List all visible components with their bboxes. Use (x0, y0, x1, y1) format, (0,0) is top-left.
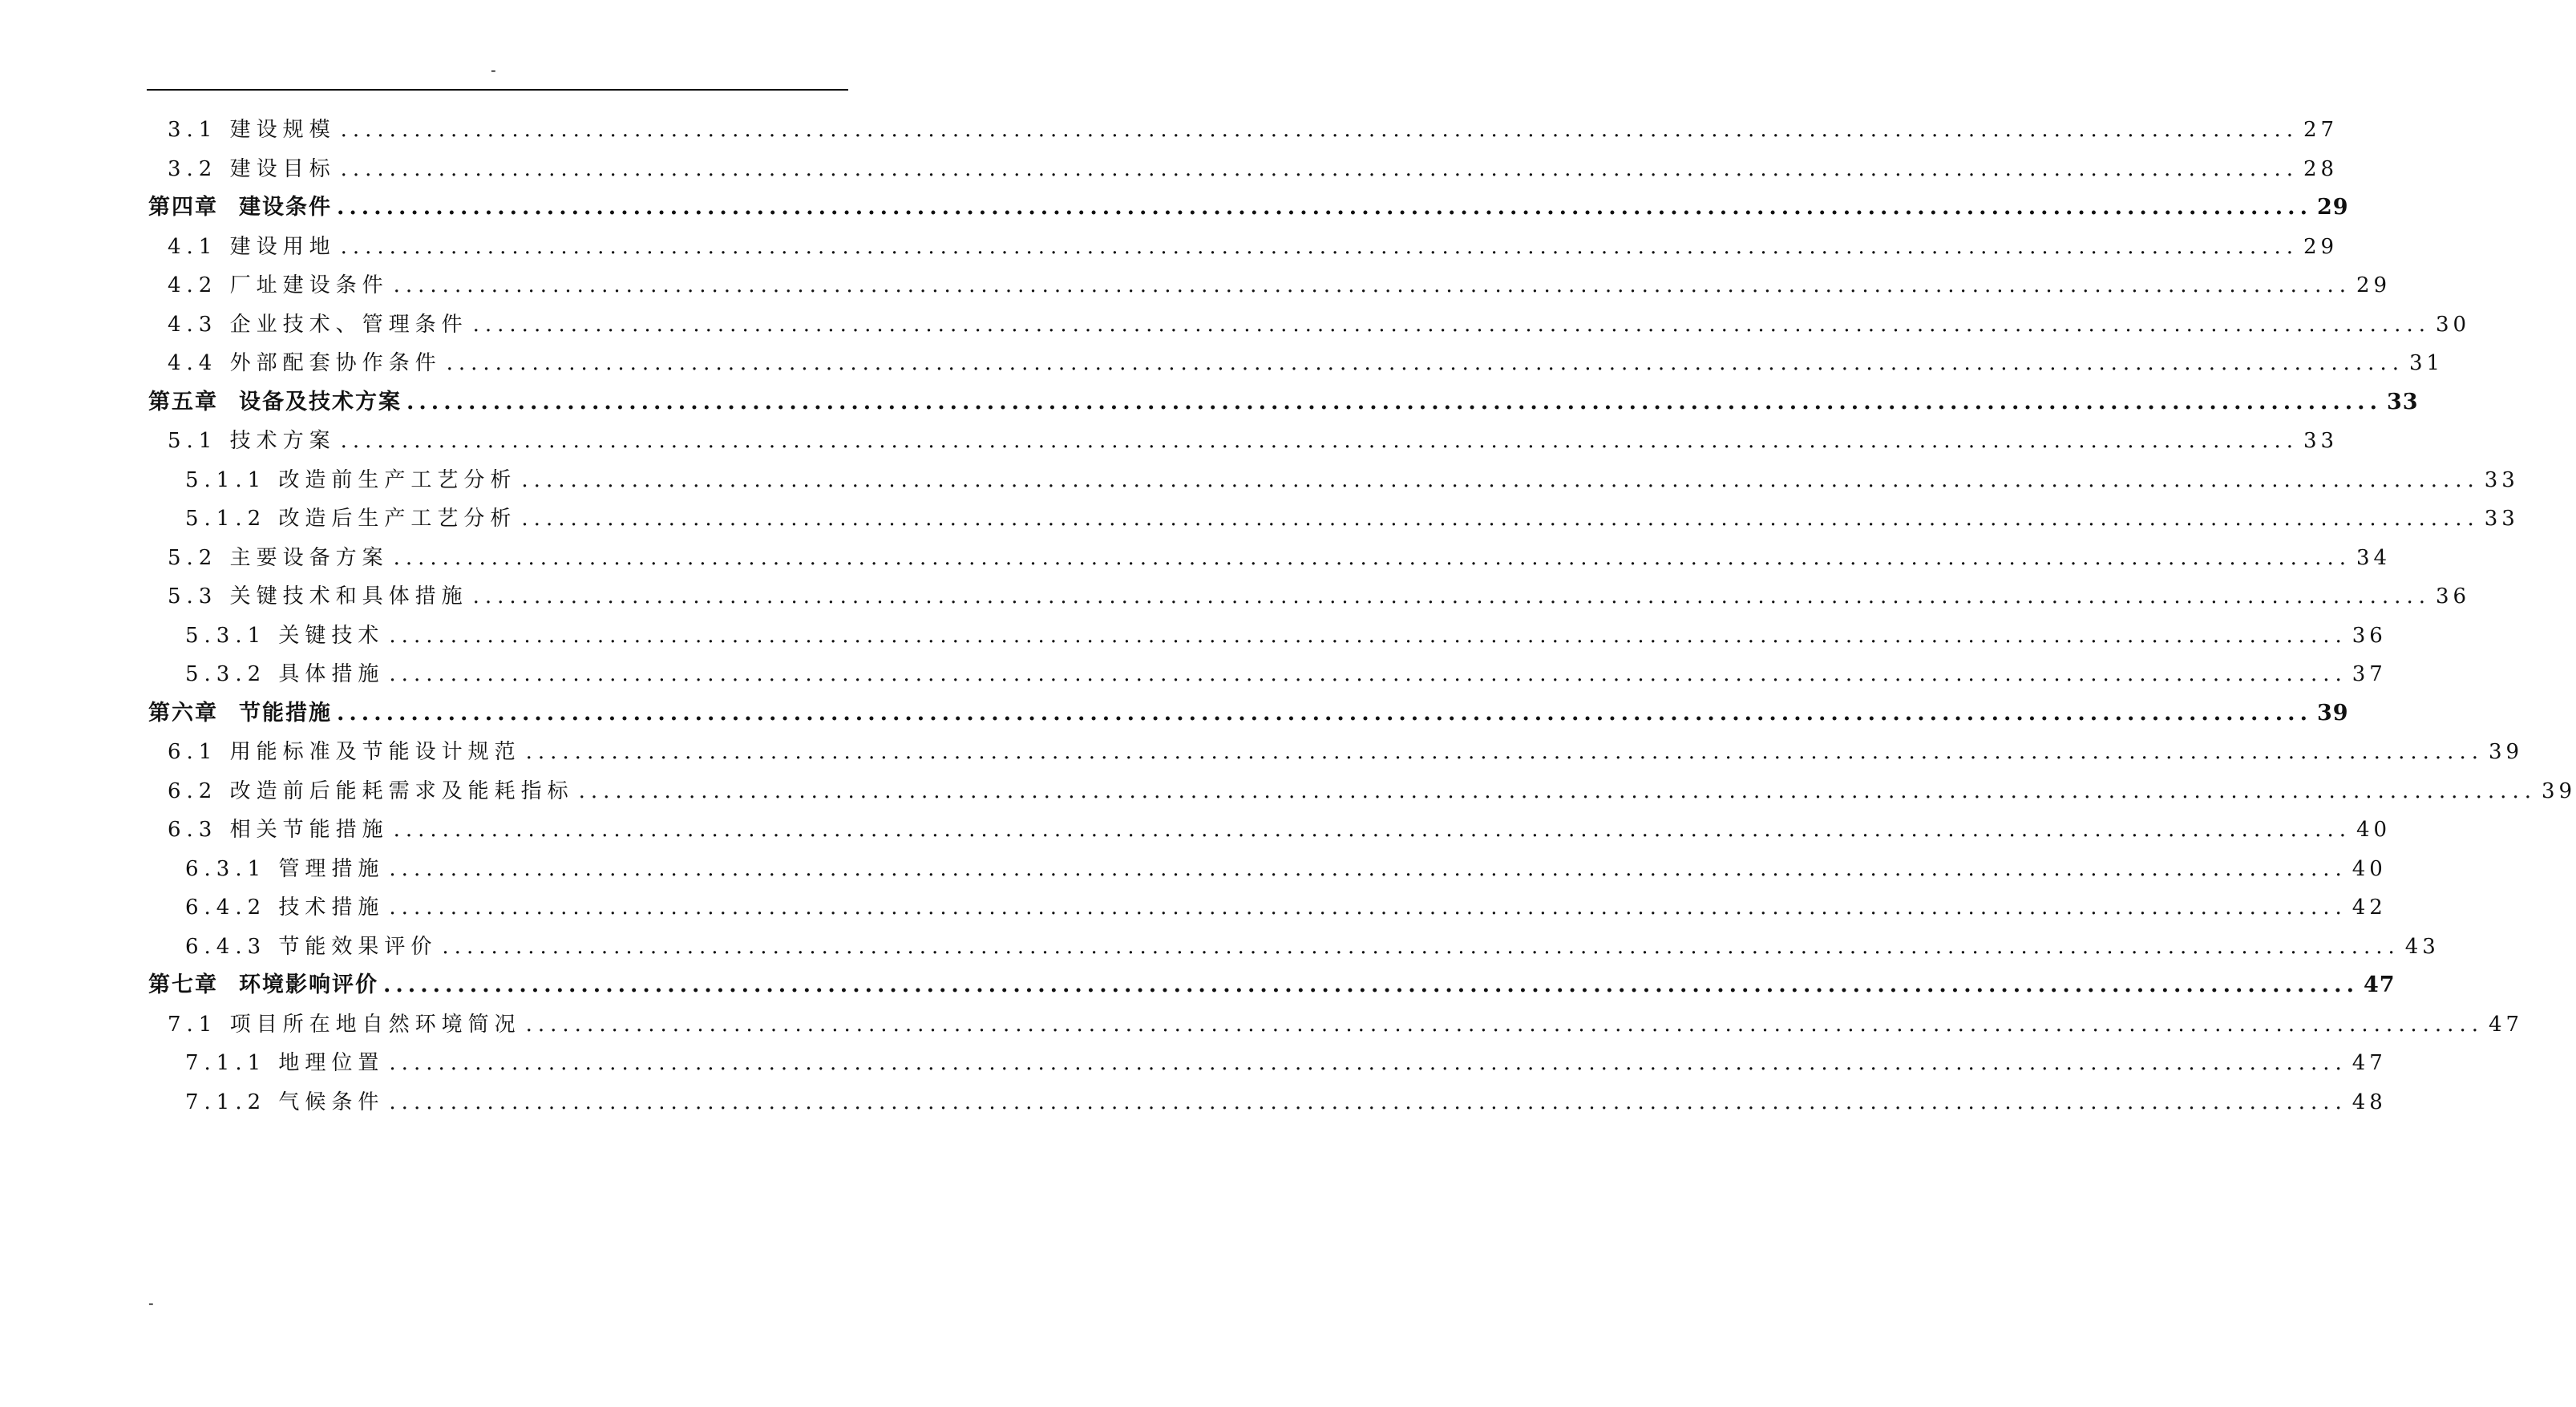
toc-chapter-entry[interactable] (148, 969, 2396, 1001)
toc-section-entry[interactable] (185, 892, 2387, 924)
toc-dot-leader: ................................................................................................................................................................ (340, 156, 2299, 181)
toc-entry-title: 4.4 外部配套协作条件 (168, 351, 442, 375)
footer-mark: - (148, 1295, 154, 1312)
toc-entry-title: 4.3 企业技术、管理条件 (168, 312, 468, 337)
toc-page-number: 39 (2541, 778, 2576, 803)
toc-entry-title: 5.1.1 改造前生产工艺分析 (185, 467, 517, 492)
toc-dot-leader: ................................................................................................................................................................ (578, 778, 2537, 803)
toc-section-entry[interactable] (168, 309, 2471, 341)
toc-chapter-number: 第五章 (148, 389, 218, 414)
toc-page-number: 47 (2352, 1051, 2387, 1075)
toc-page-number: 33 (2303, 429, 2339, 453)
toc-dot-leader: ................................................................................................................................................................ (521, 467, 2480, 492)
toc-page-number: 48 (2352, 1090, 2387, 1114)
toc-chapter-title: 环境影响评价 (239, 972, 378, 997)
toc-dot-leader: ................................................................................................................................................................ (389, 896, 2348, 920)
toc-chapter-title: 建设条件 (239, 195, 332, 220)
toc-dot-leader: ................................................................................................................................................................ (389, 1051, 2348, 1075)
toc-page-number: 47 (2363, 972, 2396, 997)
toc-dot-leader: ................................................................................................................................................................ (389, 623, 2348, 648)
toc-page-number: 29 (2303, 234, 2339, 259)
toc-page-number: 34 (2356, 545, 2392, 570)
toc-chapter-title: 节能措施 (239, 700, 332, 726)
toc-entry-title: 5.2 主要设备方案 (168, 545, 389, 570)
toc-entry-title: 5.1 技术方案 (168, 429, 336, 453)
toc-page-number: 29 (2356, 273, 2392, 297)
header-rule (147, 89, 848, 91)
toc-page-number: 42 (2352, 896, 2387, 920)
toc-section-entry[interactable] (185, 658, 2387, 690)
toc-entry-title: 7.1.2 气候条件 (185, 1090, 385, 1114)
toc-section-entry[interactable] (168, 736, 2524, 768)
toc-chapter-number: 第六章 (148, 700, 218, 726)
toc-dot-leader: ................................................................................................................................................................ (525, 740, 2484, 764)
toc-section-entry[interactable] (168, 814, 2392, 846)
toc-dot-leader: ................................................................................................................................................................ (406, 389, 2382, 414)
toc-section-entry[interactable] (185, 1086, 2387, 1118)
toc-dot-leader: ................................................................................................................................................................ (337, 195, 2312, 220)
toc-dot-leader: ................................................................................................................................................................ (472, 312, 2431, 337)
toc-dot-leader: ................................................................................................................................................................ (393, 273, 2352, 297)
toc-dot-leader: ................................................................................................................................................................ (340, 118, 2299, 142)
toc-entry-title: 3.2 建设目标 (168, 156, 336, 181)
toc-section-entry[interactable] (168, 1009, 2524, 1041)
toc-section-entry[interactable] (168, 347, 2445, 379)
toc-section-entry[interactable] (168, 425, 2339, 457)
toc-chapter-number: 第四章 (148, 195, 218, 220)
toc-page-number: 33 (2484, 467, 2519, 492)
toc-page-number: 33 (2386, 389, 2419, 414)
toc-section-entry[interactable] (168, 269, 2392, 301)
toc-section-entry[interactable] (168, 231, 2339, 263)
toc-dot-leader: ................................................................................................................................................................ (525, 1012, 2484, 1037)
toc-page-number: 36 (2352, 623, 2387, 648)
toc-entry-title: 7.1.1 地理位置 (185, 1051, 385, 1075)
toc-section-entry[interactable] (168, 580, 2471, 613)
toc-chapter-title: 设备及技术方案 (239, 389, 402, 414)
header-mark: - (491, 62, 496, 79)
toc-section-entry[interactable] (185, 1047, 2387, 1079)
toc-dot-leader: ................................................................................................................................................................ (340, 234, 2299, 259)
toc-page-number: 29 (2316, 195, 2349, 220)
toc-section-entry[interactable] (168, 542, 2392, 574)
toc-dot-leader: ................................................................................................................................................................ (337, 700, 2312, 726)
toc-page-number: 47 (2488, 1012, 2524, 1037)
toc-page-number: 37 (2352, 662, 2387, 686)
toc-entry-title (148, 386, 402, 418)
toc-page-number: 31 (2408, 351, 2445, 375)
toc-section-entry[interactable] (168, 114, 2339, 146)
toc-chapter-entry[interactable] (148, 386, 2419, 418)
toc-entry-title: 6.4.3 节能效果评价 (185, 934, 438, 959)
toc-entry-title (148, 969, 378, 1001)
toc-section-entry[interactable] (185, 464, 2519, 496)
toc-entry-title (148, 192, 332, 224)
toc-chapter-number: 第七章 (148, 972, 218, 997)
toc-entry-title: 5.3 关键技术和具体措施 (168, 584, 468, 608)
toc-page-number: 33 (2484, 507, 2519, 531)
toc-entry-title: 5.3.2 具体措施 (185, 662, 385, 686)
toc-dot-leader: ................................................................................................................................................................ (393, 818, 2352, 842)
toc-entry-title: 3.1 建设规模 (168, 118, 336, 142)
toc-section-entry[interactable] (185, 853, 2387, 885)
toc-dot-leader: ................................................................................................................................................................ (472, 584, 2431, 608)
toc-section-entry[interactable] (185, 931, 2440, 963)
toc-dot-leader: ................................................................................................................................................................ (340, 429, 2299, 453)
toc-dot-leader: ................................................................................................................................................................ (442, 934, 2400, 959)
toc-section-entry[interactable] (168, 153, 2339, 185)
toc-dot-leader: ................................................................................................................................................................ (383, 972, 2359, 997)
toc-entry-title: 6.3 相关节能措施 (168, 818, 389, 842)
toc-entry-title: 5.3.1 关键技术 (185, 623, 385, 648)
toc-dot-leader: ................................................................................................................................................................ (521, 507, 2480, 531)
toc-page-number: 27 (2303, 118, 2339, 142)
toc-page-number: 36 (2435, 584, 2471, 608)
toc-entry-title (148, 697, 332, 730)
toc-page-number: 39 (2488, 740, 2524, 764)
toc-page-number: 40 (2352, 856, 2387, 881)
toc-dot-leader: ................................................................................................................................................................ (446, 351, 2404, 375)
toc-entry-title: 4.2 厂址建设条件 (168, 273, 389, 297)
toc-dot-leader: ................................................................................................................................................................ (389, 1090, 2348, 1114)
toc-chapter-entry[interactable] (148, 192, 2349, 224)
toc-entry-title: 6.4.2 技术措施 (185, 896, 385, 920)
toc-entry-title: 6.2 改造前后能耗需求及能耗指标 (168, 778, 574, 803)
toc-entry-title: 6.3.1 管理措施 (185, 856, 385, 881)
toc-page-number: 40 (2356, 818, 2392, 842)
toc-entry-title: 7.1 项目所在地自然环境简况 (168, 1012, 521, 1037)
toc-page-number: 28 (2303, 156, 2339, 181)
toc-dot-leader: ................................................................................................................................................................ (389, 856, 2348, 881)
toc-section-entry[interactable] (185, 620, 2387, 652)
toc-page-number: 43 (2404, 934, 2440, 959)
toc-page-number: 30 (2435, 312, 2471, 337)
toc-section-entry[interactable] (168, 775, 2576, 807)
toc-page-number: 39 (2316, 700, 2349, 726)
toc-chapter-entry[interactable] (148, 697, 2349, 730)
toc-entry-title: 6.1 用能标准及节能设计规范 (168, 740, 521, 764)
toc-entry-title: 4.1 建设用地 (168, 234, 336, 259)
toc-dot-leader: ................................................................................................................................................................ (393, 545, 2352, 570)
toc-entry-title: 5.1.2 改造后生产工艺分析 (185, 507, 517, 531)
toc-dot-leader: ................................................................................................................................................................ (389, 662, 2348, 686)
toc-section-entry[interactable] (185, 503, 2519, 535)
